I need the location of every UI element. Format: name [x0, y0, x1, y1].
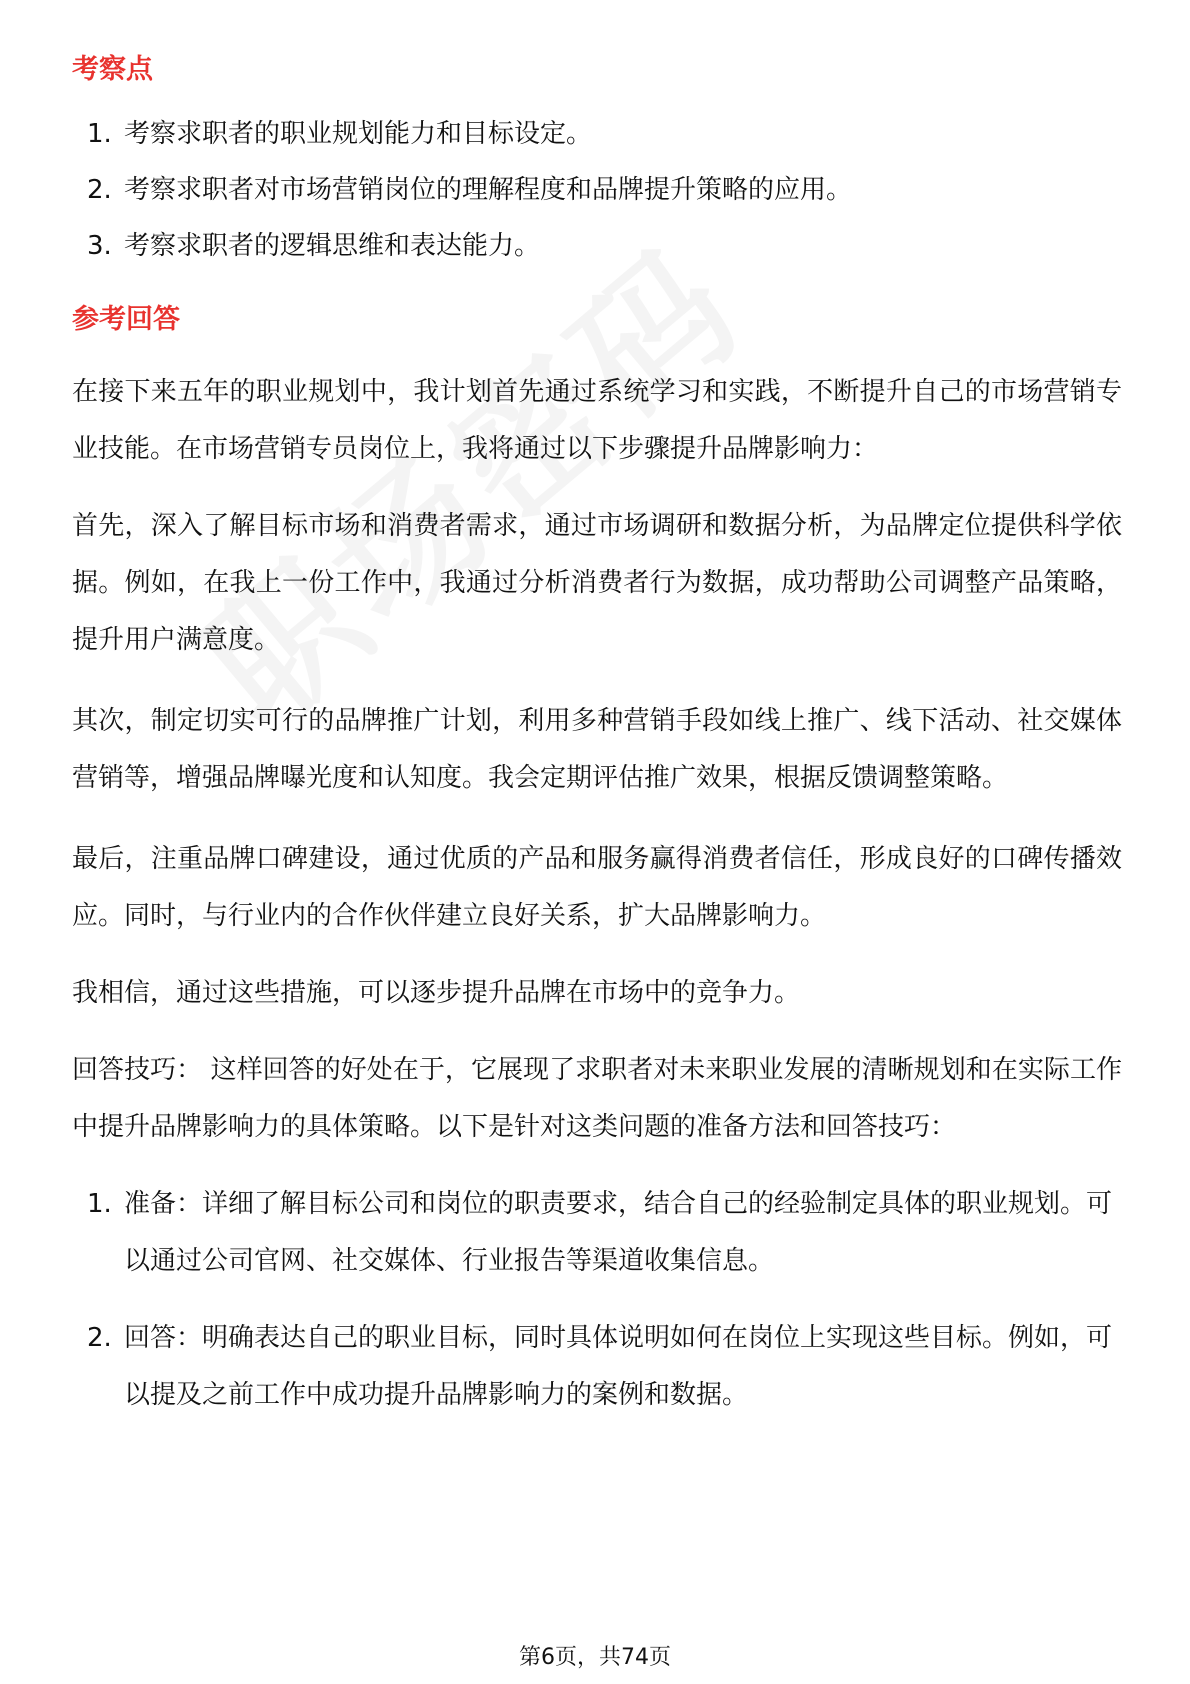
- list-item-text: 考察求职者的逻辑思维和表达能力。: [124, 231, 541, 261]
- answer-paragraph: 最后，注重品牌口碑建设，通过优质的产品和服务赢得消费者信任，形成良好的口碑传播效应。同时，与行业内的合作伙伴建立良好关系，扩大品牌影响力。: [72, 844, 1122, 931]
- list-item: [72, 1176, 1122, 1290]
- list-number: 3.: [87, 231, 112, 261]
- tips-list: [72, 1176, 1122, 1424]
- answer-paragraph: 在接下来五年的职业规划中，我计划首先通过系统学习和实践，不断提升自己的市场营销专业技能。在市场营销专员岗位上，我将通过以下步骤提升品牌影响力：: [72, 377, 1122, 464]
- list-item-text: 考察求职者的职业规划能力和目标设定。: [124, 119, 593, 149]
- list-number: 2.: [87, 1323, 112, 1353]
- list-item: [72, 106, 1122, 162]
- list-item: [72, 218, 1122, 274]
- answer-paragraph: 其次，制定切实可行的品牌推广计划，利用多种营销手段如线上推广、线下活动、社交媒体营销等，增强品牌曝光度和认知度。我会定期评估推广效果，根据反馈调整策略。: [72, 706, 1122, 793]
- answer-paragraph: 我相信，通过这些措施，可以逐步提升品牌在市场中的竞争力。: [72, 978, 801, 1008]
- section-heading-kaocha: 考察点: [72, 54, 153, 85]
- answer-paragraph: 首先，深入了解目标市场和消费者需求，通过市场调研和数据分析，为品牌定位提供科学依据。例如，在我上一份工作中，我通过分析消费者行为数据，成功帮助公司调整产品策略，提升用户满意度。: [72, 511, 1122, 655]
- kaocha-list: [72, 106, 1122, 274]
- answer-paragraph: 回答技巧： 这样回答的好处在于，它展现了求职者对未来职业发展的清晰规划和在实际工作中提升品牌影响力的具体策略。以下是针对这类问题的准备方法和回答技巧：: [72, 1055, 1122, 1142]
- list-item-text: 准备：详细了解目标公司和岗位的职责要求，结合自己的经验制定具体的职业规划。可以通过公司官网、社交媒体、行业报告等渠道收集信息。: [124, 1189, 1113, 1276]
- document-page: [72, 48, 1122, 1424]
- page-footer: 第6页，共74页: [519, 1645, 671, 1670]
- list-number: 2.: [87, 175, 112, 205]
- section-heading-answer: 参考回答: [72, 304, 180, 335]
- list-item: [72, 162, 1122, 218]
- list-item-text: 考察求职者对市场营销岗位的理解程度和品牌提升策略的应用。: [124, 175, 853, 205]
- list-number: 1.: [87, 1189, 112, 1219]
- list-item-text: 回答：明确表达自己的职业目标，同时具体说明如何在岗位上实现这些目标。例如，可以提及之前工作中成功提升品牌影响力的案例和数据。: [124, 1323, 1113, 1410]
- list-item: [72, 1310, 1122, 1424]
- list-number: 1.: [87, 119, 112, 149]
